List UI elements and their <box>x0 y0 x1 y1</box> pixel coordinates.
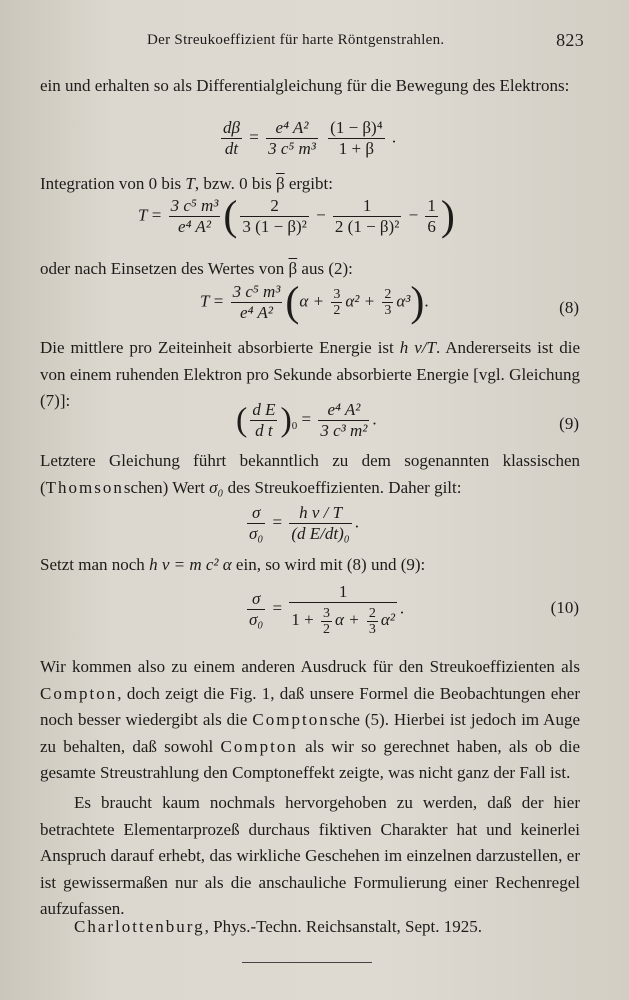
paragraph-8: Es braucht kaum nochmals hervorgehoben zu werden, daß der hier betrachtete Elementarprozeß durchaus fiktiven Charakter hat und keinerlei Anspruch darauf erhebt, das wirkliche Geschehen im einzelnen darzustellen, er ist gewissermaßen nur als die anschauliche Formulierung einer Rechenregel aufzufassen. <box>40 793 580 918</box>
equation-number-9: (9) <box>559 414 579 433</box>
end-rule <box>242 962 372 963</box>
paragraph-4: Die mittlere pro Zeiteinheit absorbierte Energie ist h ν/T. Andererseits ist die von einem ruhenden Elektron pro Sekunde absorbierte Energie [vgl. Gleichung (7)]: <box>40 338 580 410</box>
equation-sigma-ratio: $\frac{\sigma}{\text{σ₀}}$ = $\frac{\text{h ν / T}}{\text{(d E/dt)₀}}$ . <box>249 503 359 543</box>
affiliation-line: Charlottenburg, Phys.-Techn. Reichsanstalt, Sept. 1925. <box>74 917 483 936</box>
equation-9: ( $\frac{\text{d E}}{\text{d t}}$ )$_0$ = $\frac{\text{e⁴ A²}}{\text{3 c³ m²}}$ . <box>236 400 377 440</box>
equation-10: $\frac{\sigma}{\text{σ₀}}$ = 1 1 + $\frac{3}{2}$ α + $\frac{2}{3}$ α² . <box>249 582 405 637</box>
equation-differential: $\frac{d\beta}{dt}$ = $\frac{\text{e⁴ A²}}{\text{3 c⁵ m³}}$ $\frac{\text{(1 − β)⁴}}{1 + \beta}$ . <box>223 118 397 158</box>
paragraph-5: Letztere Gleichung führt bekanntlich zu dem sogenannten klassischen (Thomsonschen) Wert σ₀ des Streukoeffizienten. Daher gilt: <box>40 451 580 497</box>
paragraph-2: Integration von 0 bis T, bzw. 0 bis $\overline{\beta}$ ergibt: <box>40 174 333 193</box>
equation-8: T = $\frac{\text{3 c⁵ m³}}{\text{e⁴ A²}}$ (α + $\frac{3}{2}$ α² + $\frac{2}{3}$ α³). <box>200 279 429 326</box>
equation-number-10: (10) <box>550 598 579 617</box>
paragraph-7: Wir kommen also zu einem anderen Ausdruck für den Streukoeffizienten als Compton, doch zeigt die Fig. 1, daß unsere Formel die Beobachtungen eher noch besser wiedergibt als die Comptonsche (5). Hierbei ist jedoch im Auge zu behalten, daß sowohl Compton als wir so gerechnet haben, als ob die gesamte Streustrahlung den Comptoneffekt zeigte, was nicht ganz der Fall ist. <box>40 657 581 782</box>
running-title: Der Streukoeffizient für harte Röntgenstrahlen. <box>147 32 445 48</box>
paragraph-3: oder nach Einsetzen des Wertes von $\overline{\beta}$ aus (2): <box>40 259 353 278</box>
equation-integration: T = $\frac{\text{3 c⁵ m³}}{\text{e⁴ A²}}$ ( $\frac{2}{\text{3 (1 − β)²}}$ − $\frac{1}{\text{2 (1 − β)²}}$ − $\frac{1}{6}$ ) <box>138 193 455 240</box>
paragraph-1: ein und erhalten so als Differentialgleichung für die Bewegung des Elektrons: <box>40 76 570 95</box>
equation-number-8: (8) <box>559 298 579 317</box>
paragraph-6: Setzt man noch h ν = m c² α ein, so wird mit (8) und (9): <box>40 555 426 574</box>
page-number: 823 <box>556 30 584 50</box>
